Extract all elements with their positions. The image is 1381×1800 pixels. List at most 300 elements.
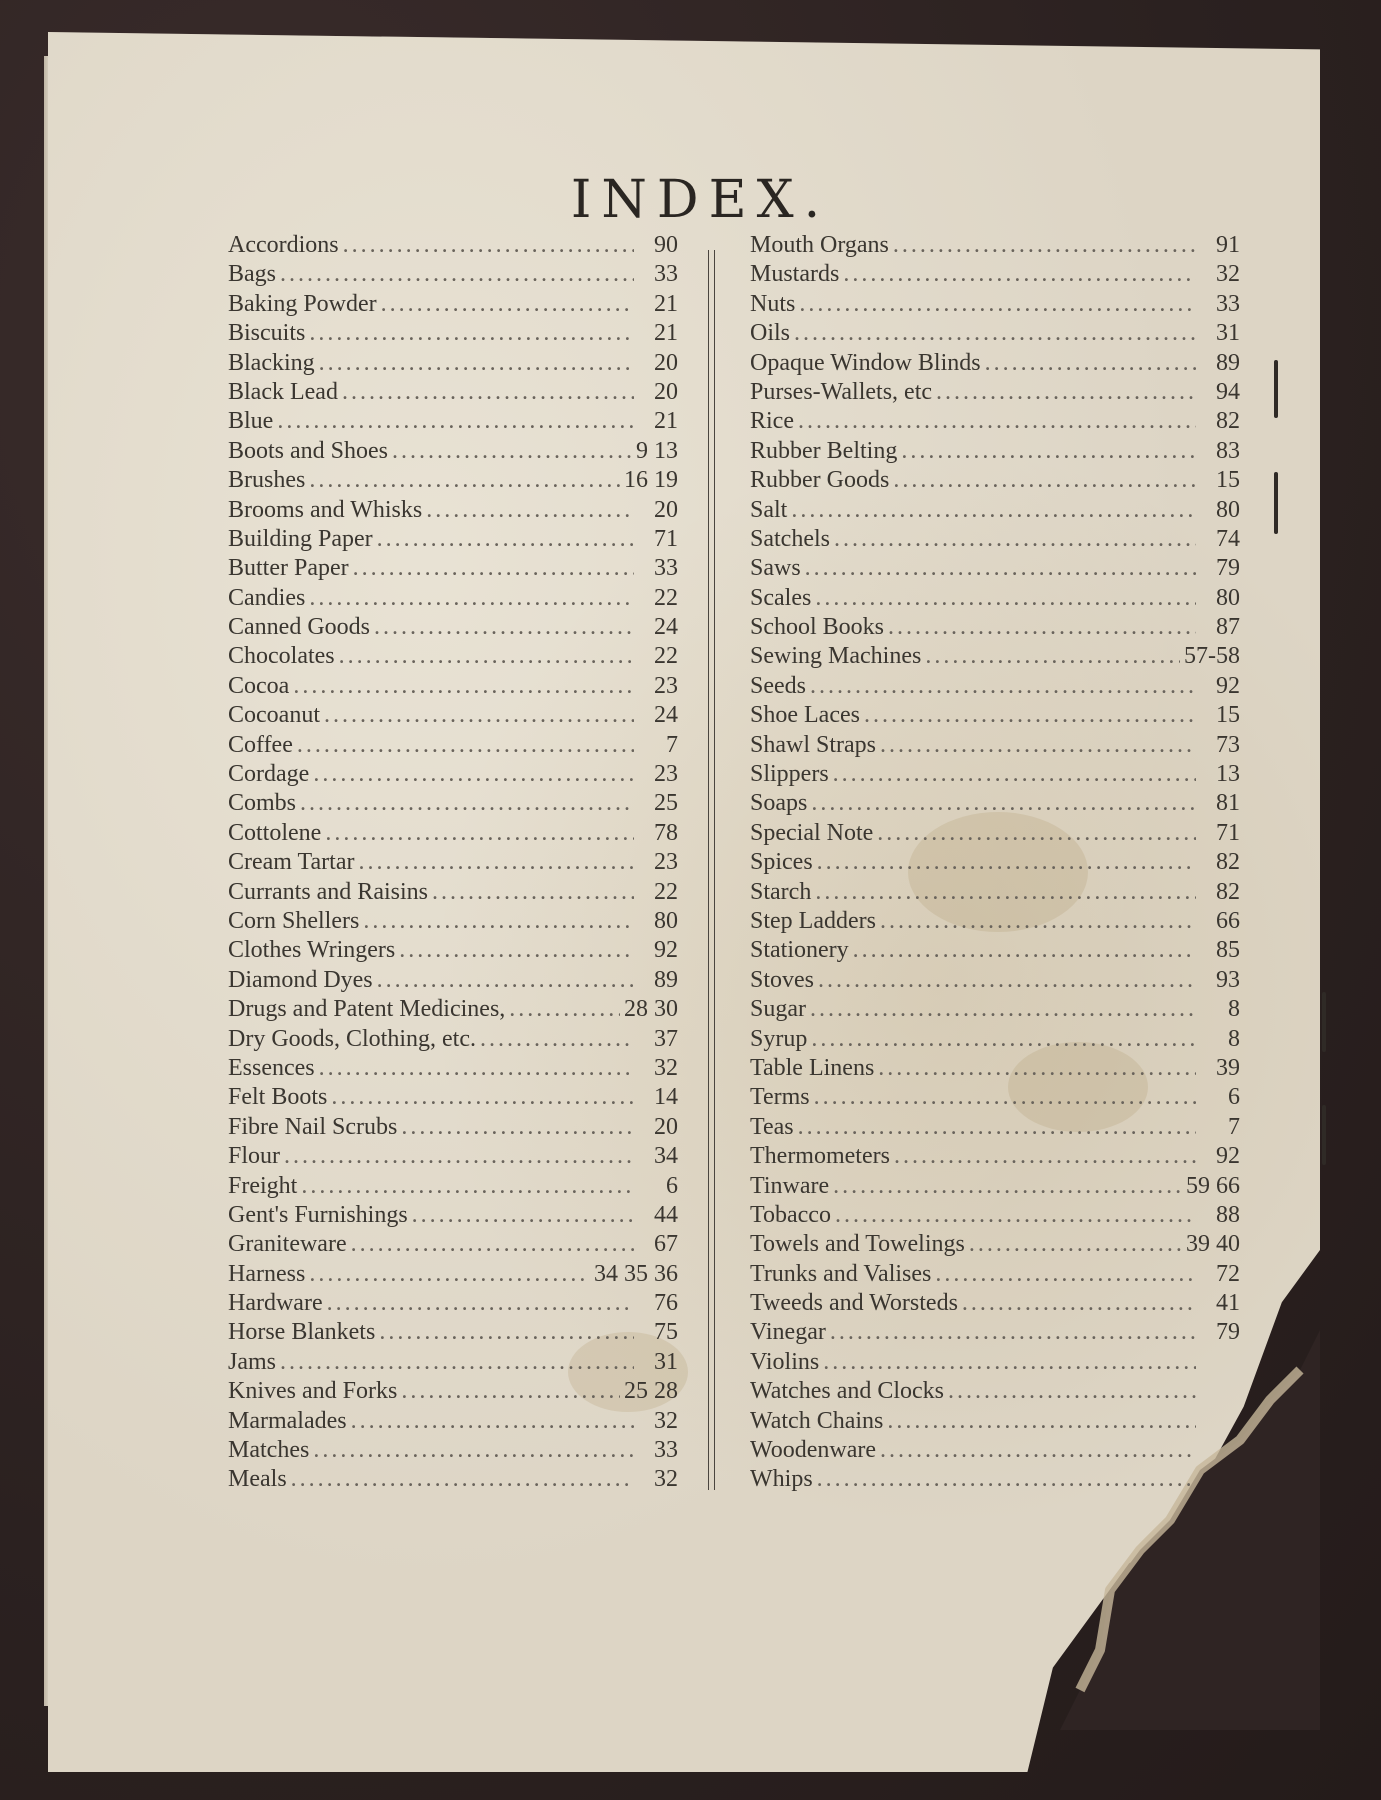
index-entry-page: 39 40 xyxy=(1186,1231,1240,1258)
index-entry-name: Horse Blankets xyxy=(228,1319,376,1346)
index-entry-page: 87 xyxy=(1216,614,1240,641)
index-entry-page: 22 xyxy=(654,584,678,611)
index-entry-name: Cordage xyxy=(228,761,310,788)
index-entry-page: 22 xyxy=(654,643,678,670)
index-entry xyxy=(750,820,1240,849)
index-entry xyxy=(228,702,678,731)
index-entry-name: Drugs and Patent Medicines, xyxy=(228,996,506,1023)
index-entry-name: Corn Shellers xyxy=(228,907,360,934)
index-entry-name: Cottolene xyxy=(228,819,322,846)
index-entry-name: Diamond Dyes xyxy=(228,966,373,993)
leader-dots xyxy=(880,908,1196,935)
index-entry-name: Knives and Forks xyxy=(228,1378,398,1405)
index-entry-name: Marmalades xyxy=(228,1407,347,1434)
index-entry-page: 75 xyxy=(654,1319,678,1346)
staple xyxy=(1322,1105,1326,1165)
leader-dots xyxy=(817,849,1196,876)
index-entry-name: Coffee xyxy=(228,731,293,758)
index-entry-name: Dry Goods, Clothing, etc. xyxy=(228,1025,476,1052)
index-entry xyxy=(750,408,1240,437)
leader-dots xyxy=(817,1466,1196,1493)
index-entry-page: 24 xyxy=(654,614,678,641)
leader-dots xyxy=(297,732,634,759)
leader-dots xyxy=(377,526,634,553)
index-entry xyxy=(228,790,678,819)
leader-dots xyxy=(509,996,620,1023)
index-entry-name: Starch xyxy=(750,878,812,905)
leader-dots xyxy=(799,291,1196,318)
index-entry-name: Tweeds and Worsteds xyxy=(750,1290,958,1317)
index-entry-name: Mustards xyxy=(750,261,840,288)
index-entry-name: Jams xyxy=(228,1348,276,1375)
leader-dots xyxy=(291,1466,634,1493)
leader-dots xyxy=(830,1319,1196,1346)
index-entry xyxy=(750,614,1240,643)
index-entry xyxy=(750,467,1240,496)
index-entry-page: 71 xyxy=(1216,819,1240,846)
index-entry xyxy=(750,438,1240,467)
index-entry xyxy=(228,673,678,702)
index-entry-name: Satchels xyxy=(750,525,830,552)
index-entry-name: Harness xyxy=(228,1260,306,1287)
index-entry xyxy=(750,1378,1240,1407)
index-entry xyxy=(228,1408,678,1437)
index-entry-name: Hardware xyxy=(228,1290,323,1317)
index-entry-name: Tobacco xyxy=(750,1201,831,1228)
index-entry-name: Butter Paper xyxy=(228,555,349,582)
index-entry xyxy=(228,879,678,908)
staple xyxy=(1322,992,1326,1052)
index-entry-name: Saws xyxy=(750,555,801,582)
index-entry-name: Essences xyxy=(228,1054,315,1081)
index-column-left xyxy=(228,232,678,1496)
index-entry-name: Brooms and Whisks xyxy=(228,496,423,523)
index-entry xyxy=(750,1290,1240,1319)
leader-dots xyxy=(936,379,1196,406)
index-entry-page: 9 13 xyxy=(636,437,678,464)
leader-dots xyxy=(834,526,1196,553)
index-entry-name: Currants and Raisins xyxy=(228,878,428,905)
index-entry xyxy=(750,1173,1240,1202)
index-entry-page: 73 xyxy=(1216,731,1240,758)
index-entry-page: 31 xyxy=(654,1348,678,1375)
index-entry-name: Gent's Furnishings xyxy=(228,1201,408,1228)
index-entry-name: Soaps xyxy=(750,790,808,817)
index-entry-name: Salt xyxy=(750,496,788,523)
index-entry-name: Boots and Shoes xyxy=(228,437,389,464)
index-entry-name: Rubber Belting xyxy=(750,437,898,464)
index-entry-page: 28 30 xyxy=(624,996,678,1023)
index-entry xyxy=(228,761,678,790)
leader-dots xyxy=(401,1114,634,1141)
index-entry-page: 91 xyxy=(1216,232,1240,258)
index-entry-name: Slippers xyxy=(750,761,829,788)
index-entry xyxy=(750,1084,1240,1113)
index-entry-name: Violins xyxy=(750,1348,820,1375)
leader-dots xyxy=(351,1231,634,1258)
leader-dots xyxy=(880,732,1196,759)
index-entry-page: 89 xyxy=(654,966,678,993)
page-title: INDEX. xyxy=(570,170,831,230)
index-entry-page: 7 xyxy=(1228,1113,1240,1140)
leader-dots xyxy=(853,937,1196,964)
index-entry xyxy=(750,761,1240,790)
index-entry xyxy=(750,1231,1240,1260)
index-entry-name: Building Paper xyxy=(228,525,373,552)
index-entry-name: Candies xyxy=(228,584,306,611)
index-entry xyxy=(750,1466,1240,1495)
index-entry-page: 94 xyxy=(1216,378,1240,405)
leader-dots xyxy=(319,350,634,377)
index-entry-name: Fibre Nail Scrubs xyxy=(228,1113,398,1140)
leader-dots xyxy=(339,643,634,670)
index-entry xyxy=(228,555,678,584)
index-entry xyxy=(750,291,1240,320)
index-entry xyxy=(228,1055,678,1084)
index-entry-page: 80 xyxy=(654,907,678,934)
index-entry xyxy=(750,1143,1240,1172)
leader-dots xyxy=(309,467,620,494)
index-entry xyxy=(228,379,678,408)
index-entry-name: Sugar xyxy=(750,996,806,1023)
index-entry-page: 89 xyxy=(1216,349,1240,376)
index-entry-name: Vinegar xyxy=(750,1319,826,1346)
index-entry xyxy=(228,1319,678,1348)
index-entry-name: Chocolates xyxy=(228,643,335,670)
index-entry-page: 6 xyxy=(666,1172,678,1199)
index-entry-page: 88 xyxy=(1216,1201,1240,1228)
index-entry-page: 33 xyxy=(654,1437,678,1464)
leader-dots xyxy=(901,438,1196,465)
leader-dots xyxy=(888,614,1196,641)
index-entry xyxy=(228,261,678,290)
index-entry-name: Rice xyxy=(750,408,794,435)
index-entry-page: 14 xyxy=(654,1084,678,1111)
index-entry xyxy=(228,937,678,966)
index-entry-name: Cream Tartar xyxy=(228,849,355,876)
index-entry-page: 74 xyxy=(1216,525,1240,552)
index-entry-page: 79 xyxy=(1216,1319,1240,1346)
index-entry-page: 71 xyxy=(654,525,678,552)
index-entry-page: 76 xyxy=(654,1290,678,1317)
index-entry-name: Thermometers xyxy=(750,1143,890,1170)
leader-dots xyxy=(327,1290,634,1317)
index-entry-name: Meals xyxy=(228,1466,287,1493)
index-entry xyxy=(750,702,1240,731)
index-entry xyxy=(750,350,1240,379)
leader-dots xyxy=(798,408,1196,435)
leader-dots xyxy=(309,1261,590,1288)
index-entry-name: Shoe Laces xyxy=(750,702,860,729)
index-entry-page: 57-58 xyxy=(1184,643,1240,670)
index-entry xyxy=(750,879,1240,908)
index-entry-name: Black Lead xyxy=(228,378,338,405)
index-entry-name: Brushes xyxy=(228,467,306,494)
index-entry-page: 24 xyxy=(654,702,678,729)
index-entry-name: Spices xyxy=(750,849,813,876)
index-entry-page: 16 19 xyxy=(624,467,678,494)
leader-dots xyxy=(284,1143,634,1170)
leader-dots xyxy=(280,261,634,288)
leader-dots xyxy=(880,1437,1196,1464)
index-entry-name: Towels and Towelings xyxy=(750,1231,965,1258)
index-entry xyxy=(750,1319,1240,1348)
index-entry-name: Stoves xyxy=(750,966,815,993)
index-entry xyxy=(750,1055,1240,1084)
index-entry xyxy=(228,643,678,672)
index-entry-page: 33 xyxy=(1216,290,1240,317)
leader-dots xyxy=(313,761,634,788)
index-entry xyxy=(228,467,678,496)
index-entry xyxy=(228,1349,678,1378)
index-entry-name: Canned Goods xyxy=(228,614,370,641)
leader-dots xyxy=(985,350,1196,377)
index-entry-page: 90 xyxy=(654,232,678,258)
staple xyxy=(1274,360,1278,418)
index-entry-page: 67 xyxy=(654,1231,678,1258)
index-entry xyxy=(750,996,1240,1025)
leader-dots xyxy=(280,1349,634,1376)
leader-dots xyxy=(877,820,1196,847)
index-entry xyxy=(750,1114,1240,1143)
leader-dots xyxy=(835,1202,1196,1229)
index-entry-name: Watch Chains xyxy=(750,1407,884,1434)
leader-dots xyxy=(412,1202,634,1229)
index-entry xyxy=(750,555,1240,584)
index-entry xyxy=(750,849,1240,878)
index-entry-page: 15 xyxy=(1216,702,1240,729)
index-entry-name: Cocoanut xyxy=(228,702,320,729)
index-entry xyxy=(750,1202,1240,1231)
leader-dots xyxy=(343,232,634,259)
index-entry-name: Bags xyxy=(228,261,276,288)
index-entry xyxy=(228,526,678,555)
index-entry xyxy=(228,291,678,320)
leader-dots xyxy=(791,497,1196,524)
leader-dots xyxy=(353,555,634,582)
leader-dots xyxy=(324,702,634,729)
index-entry xyxy=(228,1143,678,1172)
index-entry-name: Oils xyxy=(750,320,791,347)
leader-dots xyxy=(358,849,634,876)
index-entry-page: 8 xyxy=(1228,996,1240,1023)
index-entry-name: Syrup xyxy=(750,1025,808,1052)
index-entry-name: Opaque Window Blinds xyxy=(750,349,981,376)
leader-dots xyxy=(864,702,1196,729)
index-entry-page: 32 xyxy=(1216,261,1240,288)
index-entry-page: 32 xyxy=(654,1054,678,1081)
leader-dots xyxy=(377,967,634,994)
index-entry xyxy=(750,526,1240,555)
index-entry-name: Felt Boots xyxy=(228,1084,328,1111)
index-entry-page: 37 xyxy=(654,1025,678,1052)
index-entry-page: 85 xyxy=(1216,937,1240,964)
leader-dots xyxy=(401,1378,620,1405)
index-entry-name: Watches and Clocks xyxy=(750,1378,945,1405)
index-entry-name: Tinware xyxy=(750,1172,830,1199)
index-entry-name: Cocoa xyxy=(228,672,290,699)
index-entry xyxy=(228,1114,678,1143)
column-divider xyxy=(708,250,715,1490)
index-entry xyxy=(750,643,1240,672)
index-entry-page: 39 xyxy=(1216,1054,1240,1081)
index-entry-name: Matches xyxy=(228,1437,310,1464)
index-entry xyxy=(228,585,678,614)
index-entry-page: 82 xyxy=(1216,849,1240,876)
index-entry-page: 92 xyxy=(1216,672,1240,699)
leader-dots xyxy=(894,1143,1196,1170)
index-entry-page: 25 28 xyxy=(624,1378,678,1405)
index-entry-name: Mouth Organs xyxy=(750,232,889,258)
index-entry xyxy=(228,1202,678,1231)
index-entry xyxy=(750,1261,1240,1290)
index-entry-page: 20 xyxy=(654,496,678,523)
index-entry-page: 22 xyxy=(654,878,678,905)
leader-dots xyxy=(301,1173,634,1200)
leader-dots xyxy=(815,585,1196,612)
leader-dots xyxy=(319,1055,634,1082)
leader-dots xyxy=(833,1173,1182,1200)
index-entry xyxy=(228,967,678,996)
index-entry xyxy=(228,1084,678,1113)
index-entry-page: 31 xyxy=(1216,320,1240,347)
leader-dots xyxy=(805,555,1196,582)
leader-dots xyxy=(843,261,1196,288)
index-entry xyxy=(228,438,678,467)
index-entry-page: 92 xyxy=(654,937,678,964)
leader-dots xyxy=(815,879,1196,906)
index-entry xyxy=(228,614,678,643)
leader-dots xyxy=(811,790,1196,817)
leader-dots xyxy=(313,1437,634,1464)
index-entry-name: Stationery xyxy=(750,937,849,964)
index-entry xyxy=(228,1290,678,1319)
index-entry-page: 80 xyxy=(1216,496,1240,523)
index-entry-page: 79 xyxy=(1216,555,1240,582)
index-entry-name: Biscuits xyxy=(228,320,306,347)
index-entry xyxy=(750,585,1240,614)
index-entry-page: 41 xyxy=(1216,1290,1240,1317)
leader-dots xyxy=(969,1231,1182,1258)
leader-dots xyxy=(794,320,1196,347)
leader-dots xyxy=(351,1408,634,1435)
index-entry-page: 7 xyxy=(666,731,678,758)
index-entry-name: Teas xyxy=(750,1113,794,1140)
index-entry xyxy=(228,996,678,1025)
index-entry-page: 23 xyxy=(654,672,678,699)
index-column-right xyxy=(750,232,1240,1496)
index-entry-name: Blue xyxy=(228,408,274,435)
index-entry-name: Whips xyxy=(750,1466,813,1493)
leader-dots xyxy=(814,1084,1196,1111)
index-entry-page: 21 xyxy=(654,320,678,347)
index-entry-page: 93 xyxy=(1216,966,1240,993)
index-entry-name: Shawl Straps xyxy=(750,731,876,758)
index-entry xyxy=(750,937,1240,966)
index-entry-page: 23 xyxy=(654,761,678,788)
index-entry-page: 23 xyxy=(654,849,678,876)
leader-dots xyxy=(374,614,634,641)
index-entry-name: Freight xyxy=(228,1172,298,1199)
index-entry-name: Seeds xyxy=(750,672,806,699)
leader-dots xyxy=(309,320,634,347)
index-entry xyxy=(750,732,1240,761)
leader-dots xyxy=(379,1319,634,1346)
index-entry xyxy=(228,1173,678,1202)
leader-dots xyxy=(962,1290,1196,1317)
index-entry xyxy=(750,673,1240,702)
index-entry xyxy=(750,1437,1240,1466)
index-entry-page: 72 xyxy=(1216,1260,1240,1287)
leader-dots xyxy=(948,1378,1196,1405)
index-entry-name: Scales xyxy=(750,584,812,611)
index-entry-page: 34 35 36 xyxy=(594,1260,678,1287)
leader-dots xyxy=(432,879,634,906)
staple xyxy=(1274,472,1278,534)
leader-dots xyxy=(935,1261,1196,1288)
index-entry-page: 15 xyxy=(1216,467,1240,494)
leader-dots xyxy=(426,497,634,524)
index-entry-page: 44 xyxy=(654,1201,678,1228)
index-entry xyxy=(750,967,1240,996)
index-entry-name: Sewing Machines xyxy=(750,643,922,670)
index-entry-page: 6 xyxy=(1228,1084,1240,1111)
index-entry-page: 82 xyxy=(1216,408,1240,435)
index-entry-name: Flour xyxy=(228,1143,281,1170)
leader-dots xyxy=(893,232,1196,259)
index-entry-page: 82 xyxy=(1216,878,1240,905)
index-entry-name: Blacking xyxy=(228,349,315,376)
index-entry xyxy=(228,908,678,937)
index-entry xyxy=(750,1026,1240,1055)
leader-dots xyxy=(810,673,1196,700)
index-entry xyxy=(750,1349,1240,1378)
leader-dots xyxy=(392,438,632,465)
index-entry-name: Clothes Wringers xyxy=(228,937,396,964)
index-entry xyxy=(750,908,1240,937)
index-entry xyxy=(228,497,678,526)
leader-dots xyxy=(833,761,1196,788)
leader-dots xyxy=(887,1408,1196,1435)
index-entry-name: School Books xyxy=(750,614,885,641)
index-entry xyxy=(750,320,1240,349)
leader-dots xyxy=(399,937,634,964)
leader-dots xyxy=(878,1055,1196,1082)
index-entry xyxy=(228,320,678,349)
leader-dots xyxy=(810,996,1196,1023)
leader-dots xyxy=(309,585,634,612)
leader-dots xyxy=(381,291,634,318)
index-entry xyxy=(750,497,1240,526)
index-entry xyxy=(228,1261,678,1290)
leader-dots xyxy=(342,379,634,406)
index-entry-name: Trunks and Valises xyxy=(750,1260,932,1287)
index-entry-name: Special Note xyxy=(750,819,874,846)
leader-dots xyxy=(818,967,1196,994)
index-entry-name: Nuts xyxy=(750,290,796,317)
index-entry-page: 25 xyxy=(654,790,678,817)
index-entry-name: Rubber Goods xyxy=(750,467,890,494)
index-entry xyxy=(228,232,678,261)
index-entry xyxy=(750,261,1240,290)
leader-dots xyxy=(325,820,634,847)
index-entry-page: 33 xyxy=(654,555,678,582)
index-entry-page: 66 xyxy=(1216,907,1240,934)
index-entry-page: 32 xyxy=(654,1407,678,1434)
index-entry xyxy=(750,1408,1240,1437)
leader-dots xyxy=(331,1084,634,1111)
index-entry-page: 20 xyxy=(654,1113,678,1140)
